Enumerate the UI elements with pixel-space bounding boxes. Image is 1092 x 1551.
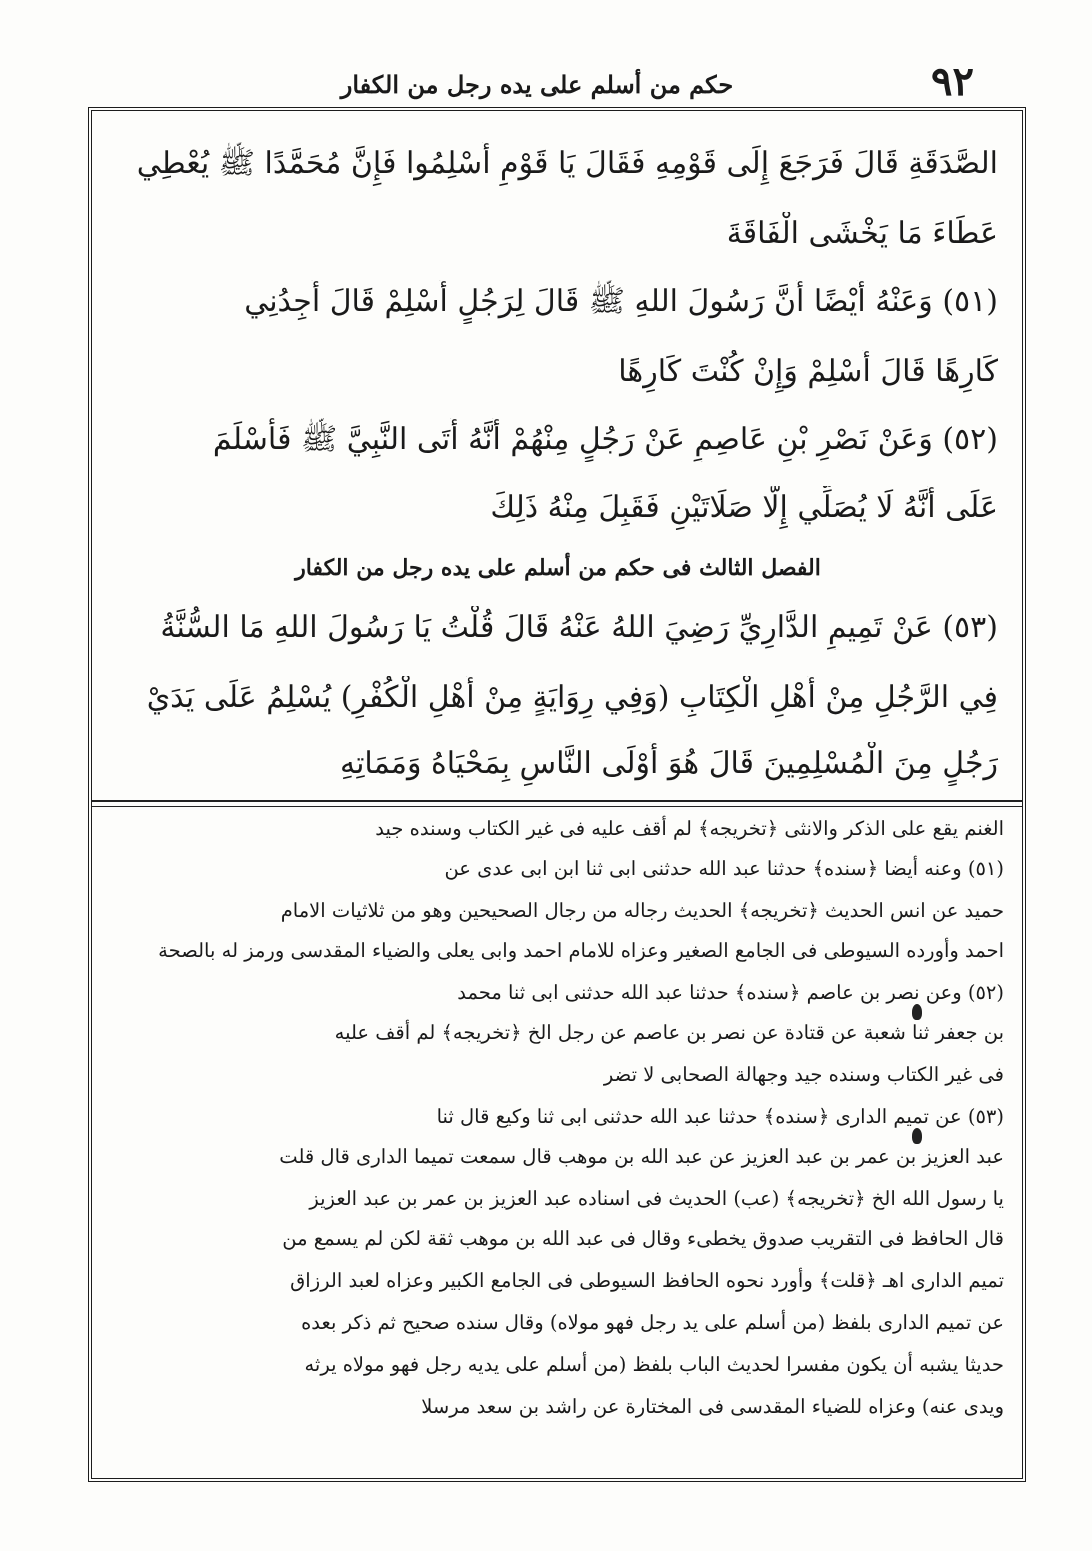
footnote-line: (٥١) وعنه أيضا ﴿سنده﴾ حدثنا عبد الله حدثنى ابى ثنا ابن ابى عدى عن [444, 857, 1004, 880]
footnote-line: (٥٢) وعن نصر بن عاصم ﴿سنده﴾ حدثنا عبد الله حدثنى ابى ثنا محمد [457, 981, 1004, 1004]
footnote-line: تميم الدارى اهـ ﴿قلت﴾ وأورد نحوه الحافظ السيوطى فى الجامع الكبير وعزاه لعبد الرزاق [290, 1269, 1004, 1292]
page-header [92, 52, 1022, 108]
footnote-line: عن تميم الدارى بلفظ (من أسلم على يد رجل فهو مولاه) وقال سنده صحيح ثم ذكر بعده [301, 1311, 1004, 1334]
main-line: كَارِهًا قَالَ أَسْلِمْ وَإِنْ كُنْتَ كَارِهًا [618, 354, 998, 389]
footnote-line: الغنم يقع على الذكر والانثى ﴿تخريجه﴾ لم أقف عليه فى غير الكتاب وسنده جيد [375, 817, 1004, 840]
footnote-line: فى غير الكتاب وسنده جيد وجهالة الصحابى لا تضر [603, 1063, 1004, 1086]
footnote-line: يا رسول الله الخ ﴿تخريجه﴾ (عب) الحديث فى اسناده عبد العزيز بن عمر بن عبد العزيز [309, 1187, 1004, 1210]
footnote-line: حميد عن انس الحديث ﴿تخريجه﴾ الحديث رجاله من رجال الصحيحين وهو من ثلاثيات الامام [280, 899, 1004, 922]
footnote-line: بن جعفر ثنا شعبة عن قتادة عن نصر بن عاصم عن رجل الخ ﴿تخريجه﴾ لم أقف عليه [334, 1021, 1004, 1044]
chapter-heading: الفصل الثالث فى حكم من أسلم على يده رجل من الكفار [295, 555, 821, 581]
main-line: الصَّدَقَةِ قَالَ فَرَجَعَ إِلَى قَوْمِهِ فَقَالَ يَا قَوْمِ أَسْلِمُوا فَإِنَّ مُحَمَّدًا ﷺ يُعْطِي [136, 146, 998, 181]
main-line: رَجُلٍ مِنَ الْمُسْلِمِينَ قَالَ هُوَ أَوْلَى النَّاسِ بِمَحْيَاهُ وَمَمَاتِهِ [340, 746, 998, 781]
main-line: (٥١) وَعَنْهُ أَيْضًا أَنَّ رَسُولَ اللهِ ﷺ قَالَ لِرَجُلٍ أَسْلِمْ قَالَ أَجِدُنِي [244, 284, 998, 319]
footnote-line: عبد العزيز بن عمر بن عبد العزيز عن عبد الله بن موهب قال سمعت تميما الدارى قال قلت [279, 1145, 1004, 1168]
main-line: عَطَاءَ مَا يَخْشَى الْفَاقَةَ [726, 216, 998, 251]
main-line: عَلَى أَنَّهُ لَا يُصَلِّي إِلَّا صَلَاتَيْنِ فَقَبِلَ مِنْهُ ذَلِكَ [490, 490, 998, 525]
footnote-line: احمد وأورده السيوطى فى الجامع الصغير وعزاه للامام احمد وابى يعلى والضياء المقدسى ورمز له بالصحة [158, 939, 1004, 962]
main-line: (٥٣) عَنْ تَمِيمٍ الدَّارِيِّ رَضِيَ اللهُ عَنْهُ قَالَ قُلْتُ يَا رَسُولَ اللهِ مَا السُّنَّةُ [160, 610, 998, 645]
ink-mark [912, 1004, 922, 1020]
footnote-line: (٥٣) عن تميم الدارى ﴿سنده﴾ حدثنا عبد الله حدثنى ابى ثنا وكيع قال ثنا [436, 1105, 1004, 1128]
footnote-divider-inner [92, 806, 1022, 807]
running-title: حكم من أسلم على يده رجل من الكفار [340, 70, 734, 99]
footnote-line: ويدى عنه) وعزاه للضياء المقدسى فى المختارة عن راشد بن سعد مرسلا [421, 1395, 1004, 1418]
footnote-line: قال الحافظ فى التقريب صدوق يخطىء وقال فى عبد الله بن موهب ثقة لكن لم يسمع من [282, 1227, 1004, 1250]
main-text [108, 130, 1008, 798]
ink-mark [912, 1128, 922, 1144]
footnotes [104, 812, 1010, 1472]
footnote-line: حديثا يشبه أن يكون مفسرا لحديث الباب بلفظ (من أسلم على يديه رجل فهو مولاه يرثه [304, 1353, 1004, 1376]
page-number: ٩٢ [931, 58, 974, 105]
main-line: فِي الرَّجُلِ مِنْ أَهْلِ الْكِتَابِ (وَفِي رِوَايَةٍ مِنْ أَهْلِ الْكُفْرِ) يُسْلِمُ عَلَى يَدَيْ [146, 680, 998, 715]
main-line: (٥٢) وَعَنْ نَصْرِ بْنِ عَاصِمٍ عَنْ رَجُلٍ مِنْهُمْ أَنَّهُ أَتَى النَّبِيَّ ﷺ فَأَسْلَمَ [212, 422, 998, 457]
footnote-divider [92, 800, 1022, 802]
